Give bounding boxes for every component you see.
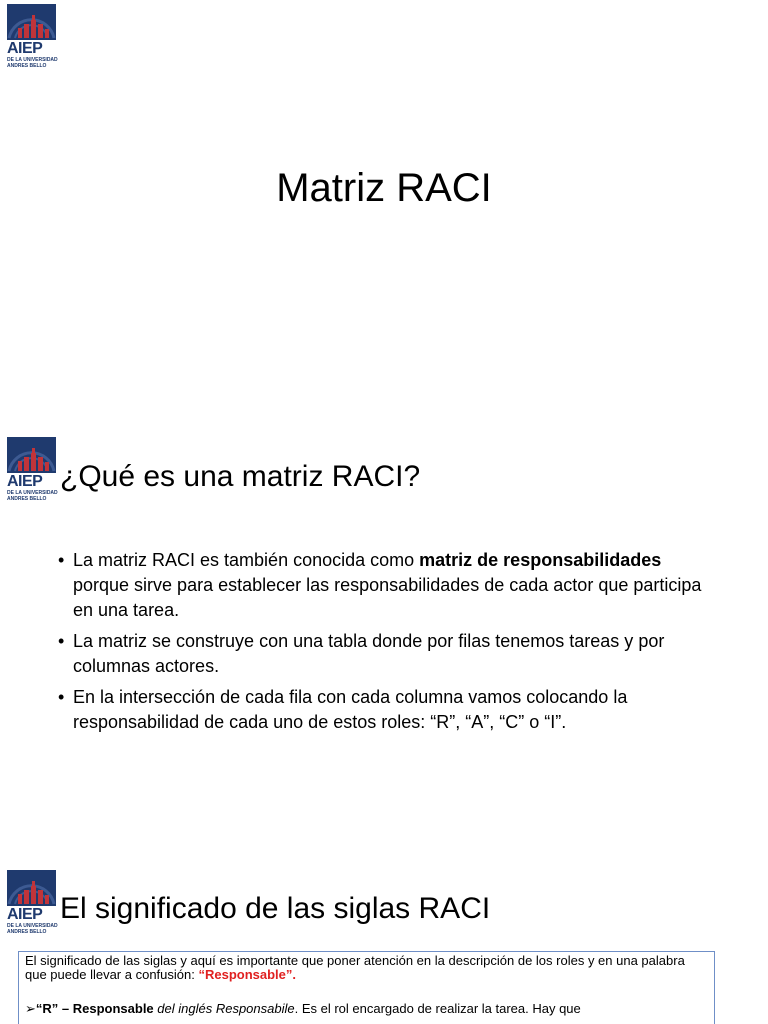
logo-subtitle-line1: DE LA UNIVERSIDAD [7, 923, 58, 929]
arrow-bullet-icon: ➢ [25, 1001, 36, 1016]
university-building-icon [7, 4, 56, 40]
intro-highlight: “Responsable”. [198, 967, 296, 982]
university-building-icon [7, 437, 56, 473]
slide-title [0, 0, 768, 400]
bullet-text: La matriz se construye con una tabla donde por filas tenemos tareas y por columnas actores. [73, 631, 665, 676]
logo-subtitle-line2: ANDRES BELLO [7, 929, 47, 935]
bullet-item [56, 548, 716, 623]
university-building-icon [7, 870, 56, 906]
logo-subtitle-line1: DE LA UNIVERSIDAD [7, 57, 58, 63]
role-r-origin: del inglés Responsabile [153, 1001, 295, 1016]
role-r-label: “R” – Responsable [35, 1001, 154, 1016]
role-r-text: . Es el rol encargado de realizar la tarea. Hay que [294, 1001, 581, 1016]
bullet-list [56, 548, 716, 741]
aiep-logo [7, 437, 56, 502]
bullet-text: En la intersección de cada fila con cada columna vamos colocando la responsabilidad de cada uno de estos roles: “R”, “A”, “C” o “I”. [73, 687, 628, 732]
logo-subtitle-line2: ANDRES BELLO [7, 496, 47, 502]
logo-subtitle-line2: ANDRES BELLO [7, 63, 47, 69]
bullet-emphasis: matriz de responsabilidades [419, 550, 662, 570]
bullet-text: La matriz RACI es también conocida como [73, 550, 420, 570]
bullet-text: porque sirve para establecer las responsabilidades de cada actor que participa en una tarea. [73, 575, 702, 620]
intro-paragraph [25, 954, 708, 982]
role-r-line [25, 1002, 708, 1016]
logo-subtitle-line1: DE LA UNIVERSIDAD [7, 490, 58, 496]
intro-text: El significado de las siglas y aquí es importante que poner atención en la descripción de los roles y en una palabra que puede llevar a confusión: [25, 953, 685, 982]
slide-what-is-raci [0, 433, 768, 833]
aiep-logo [7, 870, 56, 935]
slide-heading: El significado de las siglas RACI [60, 892, 491, 925]
logo-name: AIEP [7, 906, 43, 923]
slide-raci-meaning [0, 866, 768, 1024]
aiep-logo [7, 4, 56, 69]
definition-box [18, 951, 715, 1024]
bullet-item [56, 629, 716, 679]
bullet-item [56, 685, 716, 735]
slide-heading: ¿Qué es una matriz RACI? [60, 460, 421, 493]
logo-name: AIEP [7, 473, 43, 490]
logo-name: AIEP [7, 40, 43, 57]
slide-title-text: Matriz RACI [276, 166, 492, 210]
